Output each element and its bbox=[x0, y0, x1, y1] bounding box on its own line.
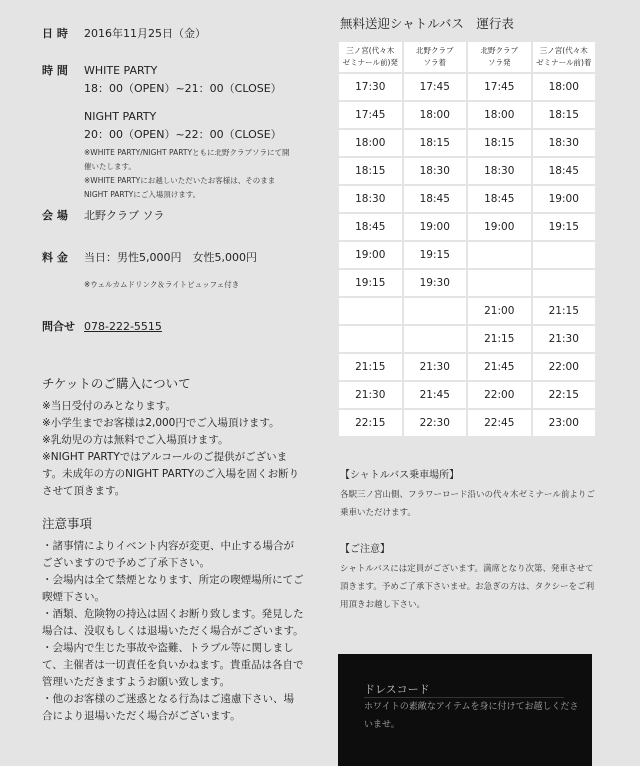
table-row bbox=[339, 326, 595, 352]
timetable-cell: 18:00 bbox=[339, 130, 402, 156]
timetable-cell: 21:45 bbox=[468, 354, 531, 380]
timetable-cell: 22:15 bbox=[339, 410, 402, 436]
timetable-cell: 18:45 bbox=[533, 158, 596, 184]
price-value: 当日：男性5,000円 女性5,000円 bbox=[84, 251, 257, 264]
timetable-cell: 17:45 bbox=[339, 102, 402, 128]
table-row bbox=[339, 214, 595, 240]
timetable-cell: 18:30 bbox=[339, 186, 402, 212]
price-label: 料 金 bbox=[42, 251, 68, 264]
white-party-time: 18：00（OPEN）~21：00（CLOSE） bbox=[84, 82, 282, 95]
price-note: ※ウェルカムドリンク＆ライトビュッフェ付き bbox=[84, 280, 240, 289]
timetable-cell: 18:45 bbox=[468, 186, 531, 212]
col-header-sannomiya-dep: 三ノ宮(代々木 ゼミナール前)発 bbox=[339, 42, 402, 72]
timetable-cell: 19:00 bbox=[468, 214, 531, 240]
timetable-cell: 21:30 bbox=[339, 382, 402, 408]
timetable-cell bbox=[468, 270, 531, 296]
ticket-note: ※乳幼児の方は無料でご入場頂けます。 bbox=[42, 434, 229, 446]
caution-item: ・他のお客様のご迷惑となる行為はご遠慮下さい、場合により退場いただく場合がございます。 bbox=[42, 693, 294, 722]
timetable-cell: 19:15 bbox=[404, 242, 467, 268]
timetable-cell: 19:00 bbox=[533, 186, 596, 212]
timetable-cell: 19:15 bbox=[339, 270, 402, 296]
table-row bbox=[339, 186, 595, 212]
dress-code-title: ドレスコード bbox=[364, 683, 430, 696]
notice-text: シャトルバスには定員がございます。満席となり次第、発車させて頂きます。予めご了承下さいませ。お急ぎの方は、タクシーをご利用頂きお越し下さい。 bbox=[340, 564, 595, 610]
timetable-cell: 18:30 bbox=[468, 158, 531, 184]
timetable-cell bbox=[404, 298, 467, 324]
table-row bbox=[339, 270, 595, 296]
timetable-cell: 22:45 bbox=[468, 410, 531, 436]
timetable-cell: 19:15 bbox=[533, 214, 596, 240]
timetable-cell: 18:15 bbox=[404, 130, 467, 156]
contact-label: 問合せ bbox=[42, 320, 75, 333]
time-label: 時 間 bbox=[42, 64, 68, 77]
notice-title: 【ご注意】 bbox=[340, 544, 390, 555]
timetable-cell: 17:45 bbox=[468, 74, 531, 100]
pickup-text: 各駅三ノ宮山側、フラワーロード沿いの代々木ゼミナール前よりご乗車いただけます。 bbox=[340, 490, 595, 518]
timetable-cell: 21:15 bbox=[468, 326, 531, 352]
timetable-cell bbox=[533, 270, 596, 296]
timetable-cell: 18:00 bbox=[404, 102, 467, 128]
timetable-cell: 22:00 bbox=[468, 382, 531, 408]
timetable-cell: 21:45 bbox=[404, 382, 467, 408]
timetable-cell: 18:30 bbox=[404, 158, 467, 184]
timetable-cell: 21:15 bbox=[339, 354, 402, 380]
timetable-cell: 18:15 bbox=[339, 158, 402, 184]
white-party-name: WHITE PARTY bbox=[84, 64, 158, 77]
caution-item: ・酒類、危険物の持込は固くお断り致します。発見した場合は、没収もしくは退場いただく場合がございます。 bbox=[42, 608, 304, 637]
timetable-cell: 18:00 bbox=[468, 102, 531, 128]
table-row bbox=[339, 298, 595, 324]
ticket-notes bbox=[42, 398, 304, 500]
date-value: 2016年11月25日（金） bbox=[84, 27, 206, 40]
col-header-sannomiya-arr: 三ノ宮(代々木 ゼミナール前)着 bbox=[533, 42, 596, 72]
caution-item: ・諸事情によりイベント内容が変更、中止する場合がございますので予めご了承下さい。 bbox=[42, 540, 294, 569]
timetable-cell bbox=[339, 326, 402, 352]
dress-code-text: ホワイトの素敵なアイテムを身に付けてお越しくださいませ。 bbox=[364, 702, 579, 730]
col-header-kitano-dep: 北野クラブ ソラ発 bbox=[468, 42, 531, 72]
timetable-cell: 19:00 bbox=[404, 214, 467, 240]
timetable-cell: 17:30 bbox=[339, 74, 402, 100]
venue-label: 会 場 bbox=[42, 209, 68, 222]
time-note-2: ※WHITE PARTYにお越しいただいたお客様は、そのままNIGHT PARTYにご入場頂けます。 bbox=[84, 176, 276, 199]
timetable-cell bbox=[468, 242, 531, 268]
table-row bbox=[339, 158, 595, 184]
caution-section-title: 注意事項 bbox=[42, 516, 93, 531]
table-row bbox=[339, 74, 595, 100]
timetable-cell: 22:00 bbox=[533, 354, 596, 380]
timetable-cell: 21:00 bbox=[468, 298, 531, 324]
timetable-cell: 19:30 bbox=[404, 270, 467, 296]
pickup-title: 【シャトルバス乗車場所】 bbox=[340, 470, 460, 481]
ticket-note: ※当日受付のみとなります。 bbox=[42, 400, 176, 412]
timetable-cell: 17:45 bbox=[404, 74, 467, 100]
timetable-cell: 22:15 bbox=[533, 382, 596, 408]
timetable-cell: 19:00 bbox=[339, 242, 402, 268]
timetable-cell bbox=[404, 326, 467, 352]
venue-value: 北野クラブ ソラ bbox=[84, 209, 165, 222]
table-row bbox=[339, 102, 595, 128]
timetable-cell: 21:30 bbox=[533, 326, 596, 352]
timetable-cell: 21:30 bbox=[404, 354, 467, 380]
timetable-cell: 18:30 bbox=[533, 130, 596, 156]
timetable-cell: 23:00 bbox=[533, 410, 596, 436]
table-row bbox=[339, 130, 595, 156]
shuttle-title: 無料送迎シャトルバス 運行表 bbox=[340, 16, 514, 31]
timetable-cell bbox=[533, 242, 596, 268]
table-header-row bbox=[339, 42, 595, 72]
table-row bbox=[339, 410, 595, 436]
timetable-cell bbox=[339, 298, 402, 324]
timetable-cell: 18:45 bbox=[339, 214, 402, 240]
timetable-cell: 18:15 bbox=[533, 102, 596, 128]
caution-notes bbox=[42, 538, 304, 725]
timetable-cell: 18:00 bbox=[533, 74, 596, 100]
table-row bbox=[339, 354, 595, 380]
ticket-section-title: チケットのご購入について bbox=[42, 376, 191, 391]
timetable-cell: 21:15 bbox=[533, 298, 596, 324]
table-row bbox=[339, 242, 595, 268]
date-label: 日 時 bbox=[42, 27, 68, 40]
time-details bbox=[84, 62, 304, 202]
timetable-cell: 18:15 bbox=[468, 130, 531, 156]
timetable-body bbox=[339, 74, 595, 436]
timetable-cell: 18:45 bbox=[404, 186, 467, 212]
table-row bbox=[339, 382, 595, 408]
night-party-name: NIGHT PARTY bbox=[84, 110, 157, 123]
phone-link[interactable]: 078-222-5515 bbox=[84, 320, 162, 333]
shuttle-timetable bbox=[337, 40, 597, 438]
caution-item: ・会場内で生じた事故や盗難、トラブル等に関しまして、主催者は一切責任を負いかねます。貴重品は各自で管理いただきますようお願い致します。 bbox=[42, 642, 304, 688]
ticket-note: ※NIGHT PARTYではアルコールのご提供がございます。未成年の方のNIGHT PARTYのご入場を固くお断りさせて頂きます。 bbox=[42, 451, 300, 497]
ticket-note: ※小学生までお客様は2,000円でご入場頂けます。 bbox=[42, 417, 280, 429]
caution-item: ・会場内は全て禁煙となります、所定の喫煙場所にてご喫煙下さい。 bbox=[42, 574, 304, 603]
night-party-time: 20：00（OPEN）~22：00（CLOSE） bbox=[84, 128, 282, 141]
timetable-cell: 22:30 bbox=[404, 410, 467, 436]
time-note-1: ※WHITE PARTY/NIGHT PARTYともに北野クラブソラにて開催いたします。 bbox=[84, 148, 290, 171]
col-header-kitano-arr: 北野クラブ ソラ着 bbox=[404, 42, 467, 72]
dress-code-box bbox=[338, 654, 592, 766]
